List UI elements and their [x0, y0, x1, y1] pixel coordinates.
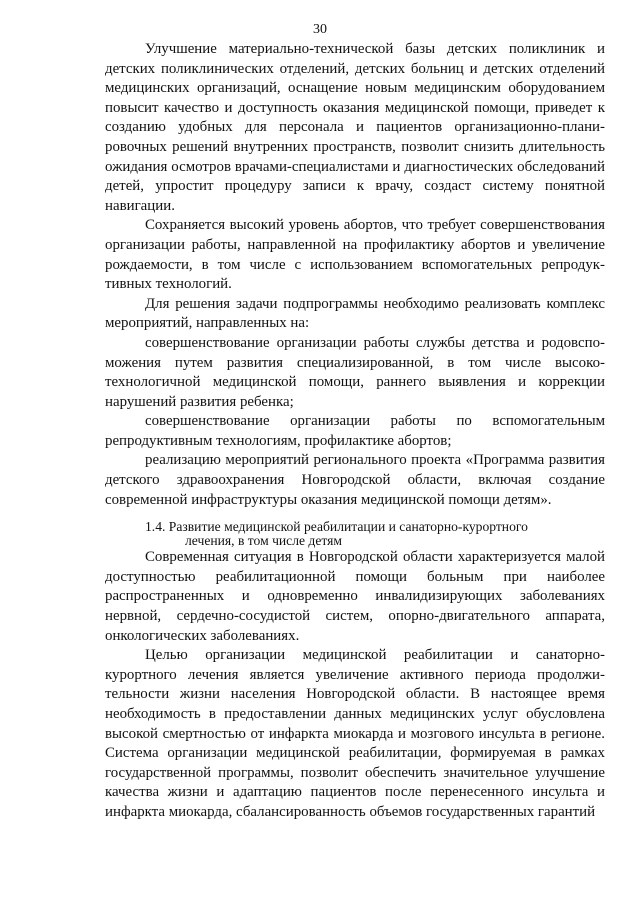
paragraph-rehabilitation-goal: Целью организации медицинской реабилитации и санаторно-курортного лечения является увеличение активного периода продолжительности жизни населения Новгородской области. В настоящее время необходимость в предоставлении данных медицинских услуг обусловлена высокой смертностью от инфаркта миокарда и мозгового инсульта в регионе. Система организации медицинской реабилитации, формируемая в рамках государственной программы, позволит обеспечить значительное улучшение качества жизни и адаптацию пациентов после перенесенного инсульта и инфаркта миокарда, сбалансированность объемов государственных гарантий: [105, 647, 605, 820]
paragraph-current-situation: Современная ситуация в Новгородской области характеризуется малой доступностью реабилитационной помощи больным при наиболее распространенных и одновременно инвалидизирующих заболеваниях нервной, сердечно-сосудистой систем, опорно-двигательного аппарата, онкологических заболеваниях.: [105, 549, 605, 644]
section-heading-line-1: 1.4. Развитие медицинской реабилитации и санаторно-курортного: [145, 519, 528, 535]
list-item-regional-project: реализацию мероприятий регионального проекта «Программа развития детского здравоохранения Новгородской области, включая создание современной инфраструктуры оказания медицинской помощи детям».: [105, 452, 605, 508]
paragraph-task-measures-intro: Для решения задачи подпрограммы необходимо реализовать комплекс мероприятий, направленных на:: [105, 295, 605, 332]
section-heading: [145, 520, 585, 548]
section-heading-line-2: лечения, в том числе детям: [185, 533, 342, 549]
document-body: [105, 40, 605, 823]
list-item-childhood-service: совершенствование организации работы службы детства и родовспоможения путем развития специализированной, в том числе высокотехнологичной медицинской помощи, раннего выявления и коррекции нарушений развития ребенка;: [105, 334, 605, 410]
list-item-reproductive-technologies: совершенствование организации работы по вспомогательным репродуктивным технологиям, профилактике абортов;: [105, 413, 605, 449]
paragraph-equipment-upgrade: Улучшение материально-технической базы детских поликлиник и детских поликлинических отделений, детских больниц и детских отделений медицинских организаций, оснащение новым медицинским оборудованием повысит качество и доступность оказания медицинской помощи, приведет к созданию удобных для персонала и пациентов организационно-планировочных решений внутренних пространств, позволит снизить длительность ожидания осмотров врачами-специалистами и диагностических обследований детей, упростит процедуру записи к врачу, создаст систему понятной навигации.: [105, 41, 605, 214]
paragraph-abortion-rate: Сохраняется высокий уровень абортов, что требует совершенствования организации работы, направленной на профилактику абортов и увеличение рождаемости, в том числе с использованием вспомогательных репродуктивных технологий.: [105, 217, 605, 293]
page-number: 30: [313, 22, 327, 37]
